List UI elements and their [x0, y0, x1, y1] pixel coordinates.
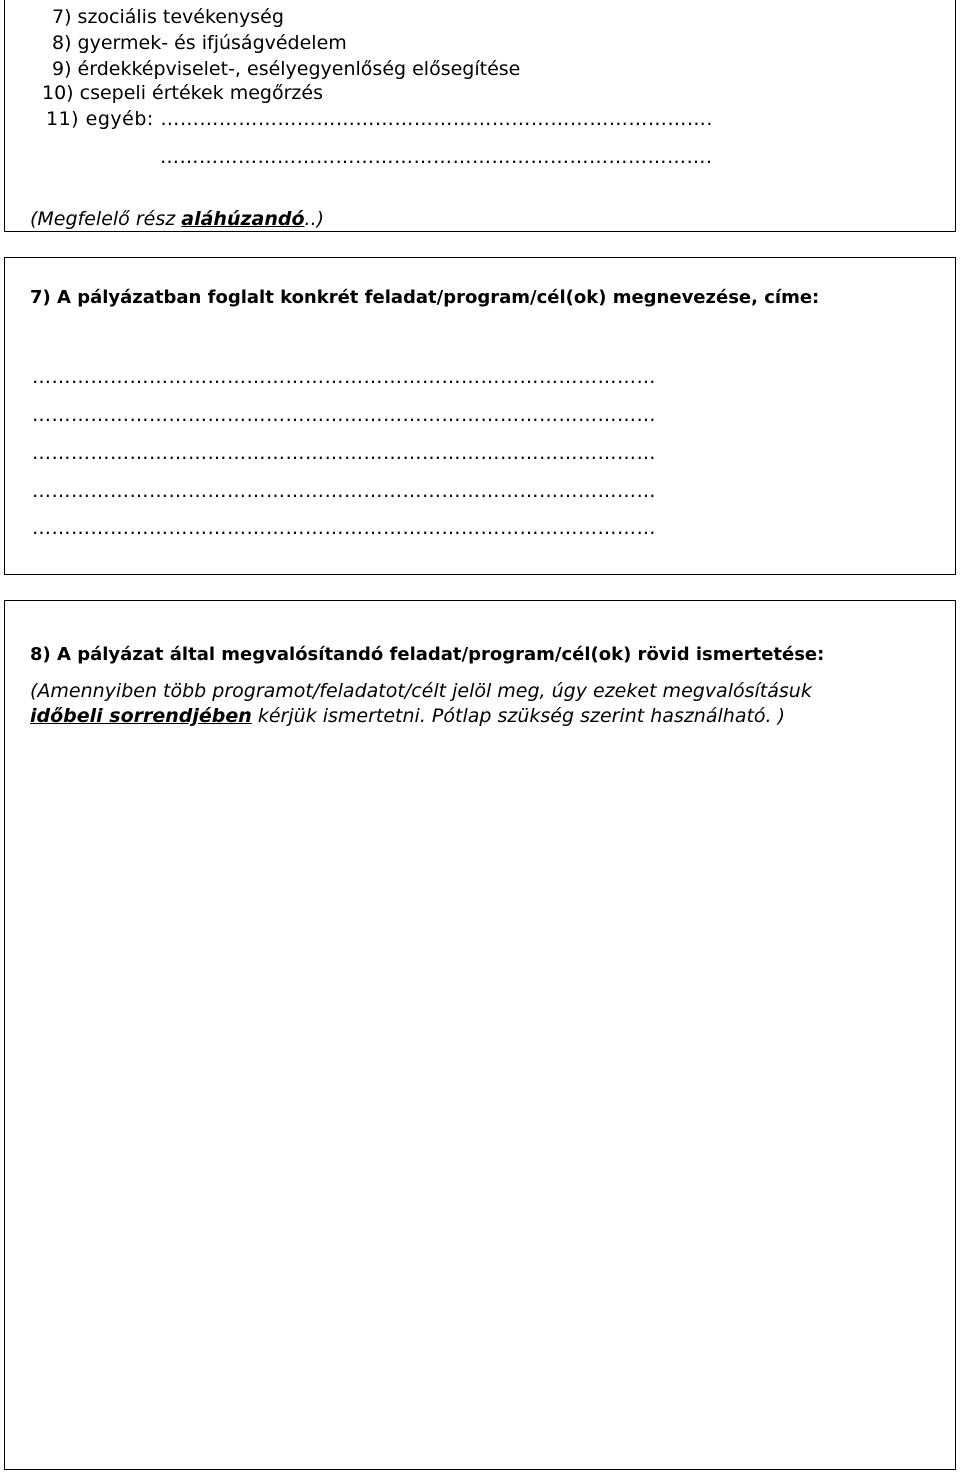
answer-line: …………………………………………………………………………………… [32, 517, 656, 539]
list-item: 9) érdekképviselet-, esélyegyenlőség elősegítése [52, 58, 521, 80]
answer-line: …………………………………………………………………………………… [32, 366, 656, 388]
note-rest: kérjük ismertetni. Pótlap szükség szerint használható. ) [251, 705, 786, 727]
section-7-heading: 7) A pályázatban foglalt konkrét feladat/program/cél(ok) megnevezése, címe: [30, 287, 820, 308]
list-item-other: 11) egyéb: …………………………………………………………………………. [46, 108, 713, 130]
list-item: 7) szociális tevékenység [52, 6, 284, 28]
answer-line: …………………………………………………………………………………… [32, 480, 656, 502]
section-8-box [4, 600, 956, 1470]
section-8-note-line-2 [30, 704, 785, 728]
note-emphasis: időbeli sorrendjében [30, 705, 252, 727]
section-8-heading: 8) A pályázat által megvalósítandó feladat/program/cél(ok) rövid ismertetése: [30, 644, 825, 665]
underline-instruction [30, 207, 324, 231]
answer-line: …………………………………………………………………………………… [32, 442, 656, 464]
other-continuation-line: …………………………………………………………………………. [160, 146, 713, 168]
answer-line: …………………………………………………………………………………… [32, 404, 656, 426]
list-item: 10) csepeli értékek megőrzés [42, 82, 323, 104]
note-emphasis: aláhúzandó [181, 208, 305, 230]
note-suffix: ..) [304, 208, 325, 230]
note-prefix: (Megfelelő rész [30, 208, 182, 230]
section-8-note-line-1: (Amennyiben több programot/feladatot/célt jelöl meg, úgy ezeket megvalósításuk [30, 680, 812, 702]
list-item: 8) gyermek- és ifjúságvédelem [52, 32, 347, 54]
